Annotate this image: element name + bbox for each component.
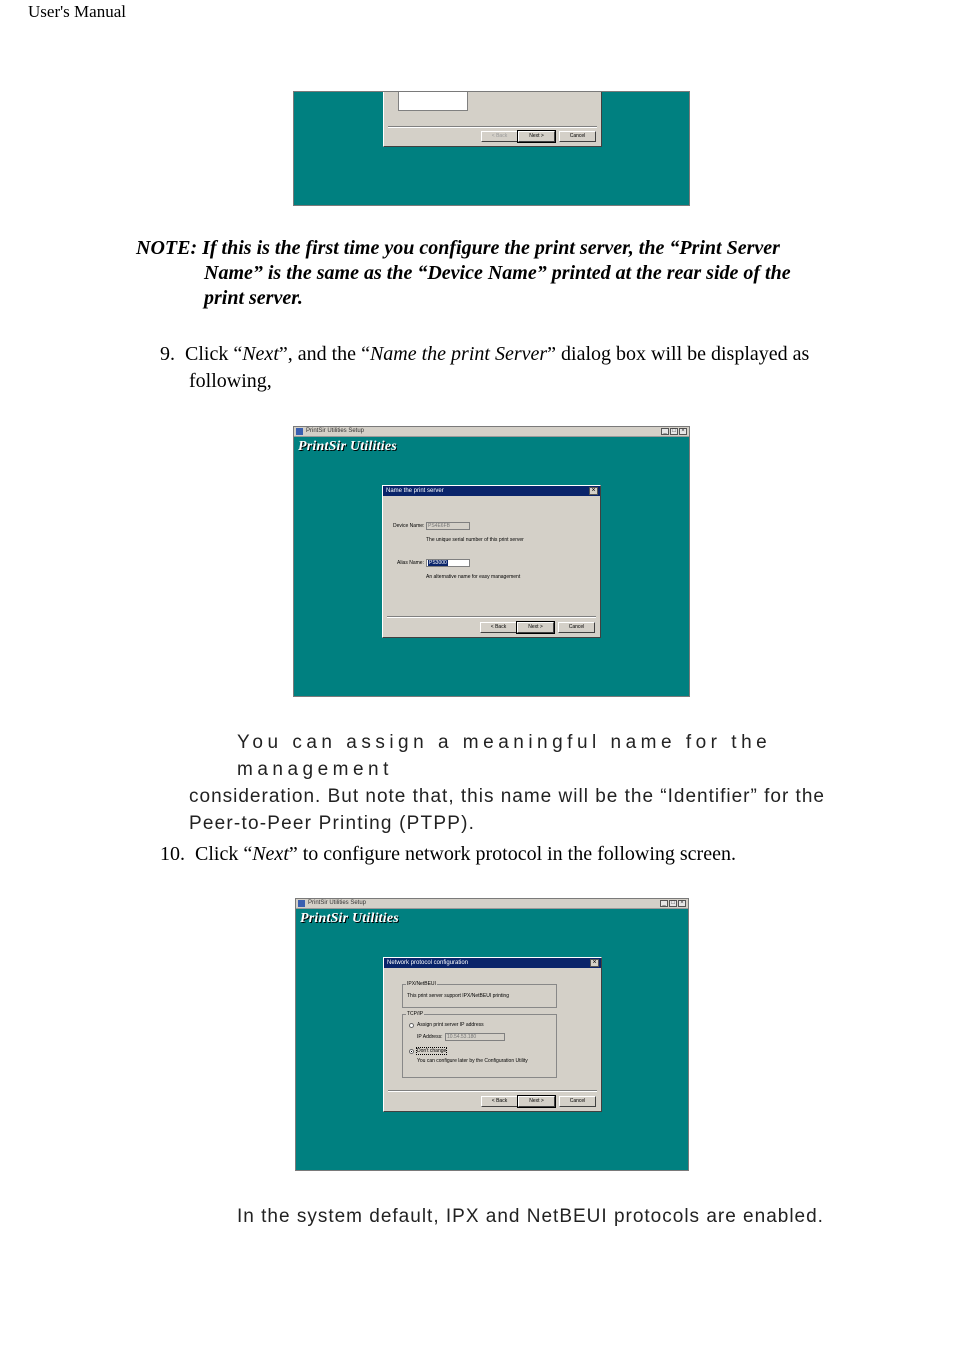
dialog-1 [383,91,602,147]
step-number: 10. [160,843,185,865]
separator [387,616,596,618]
minimize-icon[interactable]: _ [661,428,669,435]
dialog-close-icon[interactable]: × [590,959,599,967]
separator [388,1090,597,1092]
dont-change-radio[interactable] [409,1049,414,1054]
list-box [398,91,468,111]
separator [388,126,597,128]
window-title: PrintSir Utilities Setup [306,428,365,434]
step-10 [160,841,920,868]
window-title: PrintSir Utilities Setup [308,900,367,906]
step-text: Click “ [185,343,243,365]
next-button[interactable]: Next > [517,622,554,633]
next-button[interactable]: Next > [518,1096,555,1107]
app-icon [296,428,303,435]
paragraph-line-2: consideration. But note that, this name will be the “Identifier” for the [189,786,825,807]
next-button[interactable]: Next > [518,131,555,142]
alias-name-value: PS3000 [429,560,447,566]
cancel-button[interactable]: Cancel [559,131,596,142]
step-text: ” to configure network protocol in the following screen. [288,843,736,865]
paragraph-name [189,729,897,837]
maximize-icon[interactable]: □ [669,900,677,907]
back-button[interactable]: < Back [480,622,517,633]
brand-title: PrintSir Utilities [300,911,399,926]
ipx-group [402,981,557,1008]
tcpip-group [402,1011,557,1078]
step-text: ” dialog box will be displayed as [547,343,810,365]
step-text: Click “ [195,843,253,865]
device-name-label: Device Name: [393,523,425,529]
assign-ip-radio[interactable] [409,1023,414,1028]
device-name-hint: The unique serial number of this print server [426,537,524,543]
back-button[interactable]: < Back [481,131,518,142]
screenshot-1 [293,91,690,206]
step-number: 9. [160,343,175,365]
close-icon[interactable]: × [678,900,686,907]
brand-title: PrintSir Utilities [298,439,397,454]
device-name-field: PS4E6FB [426,522,470,530]
ip-address-field: 10.54.53.180 [445,1033,505,1041]
step-9 [160,341,920,368]
alias-name-hint: An alternative name for easy management [426,574,521,580]
tcpip-group-label: TCP/IP [407,1011,424,1017]
app-icon [298,900,305,907]
dont-change-hint: You can configure later by the Configuration Utility [417,1058,528,1064]
screenshot-2 [293,426,690,697]
ipx-group-label: IPX/NetBEUI [407,981,436,987]
screenshot-3 [295,898,689,1171]
dialog-title: Network protocol configuration [384,958,601,968]
alias-name-label: Alias Name: [397,560,424,566]
cancel-button[interactable]: Cancel [558,622,595,633]
ip-address-label: IP Address: [417,1034,443,1040]
window-titlebar [296,899,688,909]
network-protocol-dialog [383,957,602,1112]
window-controls [661,428,687,435]
assign-ip-label: Assign print server IP address [417,1022,484,1028]
note-line-2: Name” is the same as the “Device Name” printed at the rear side of the [204,262,791,284]
dialog-close-icon[interactable]: × [589,487,598,495]
maximize-icon[interactable]: □ [670,428,678,435]
minimize-icon[interactable]: _ [660,900,668,907]
close-icon[interactable]: × [679,428,687,435]
step-emphasis: Next [252,843,289,865]
dialog-title: Name the print server [383,486,600,496]
ipx-text: This print server support IPX/NetBEUI printing [407,993,509,999]
paragraph-line-3: Peer-to-Peer Printing (PTPP). [189,813,476,834]
step-text: ”, and the “ [278,343,370,365]
step-9-line-2: following, [189,370,272,392]
alias-name-input[interactable] [426,559,470,567]
step-emphasis: Name the print Server [369,343,548,365]
name-print-server-dialog [382,485,601,638]
paragraph-default: In the system default, IPX and NetBEUI protocols are enabled. [237,1206,824,1227]
back-button[interactable]: < Back [481,1096,518,1107]
window-titlebar [294,427,689,437]
page-header: User's Manual [28,2,126,21]
step-emphasis: Next [242,343,279,365]
note-line-3: print server. [204,287,303,309]
window-controls [660,900,686,907]
cancel-button[interactable]: Cancel [559,1096,596,1107]
note [136,236,906,311]
note-line-1: NOTE: If this is the first time you configure the print server, the “Print Server [136,237,780,259]
paragraph-line-1: You can assign a meaningful name for the management [237,732,772,780]
dont-change-label: Don't change [417,1048,447,1054]
